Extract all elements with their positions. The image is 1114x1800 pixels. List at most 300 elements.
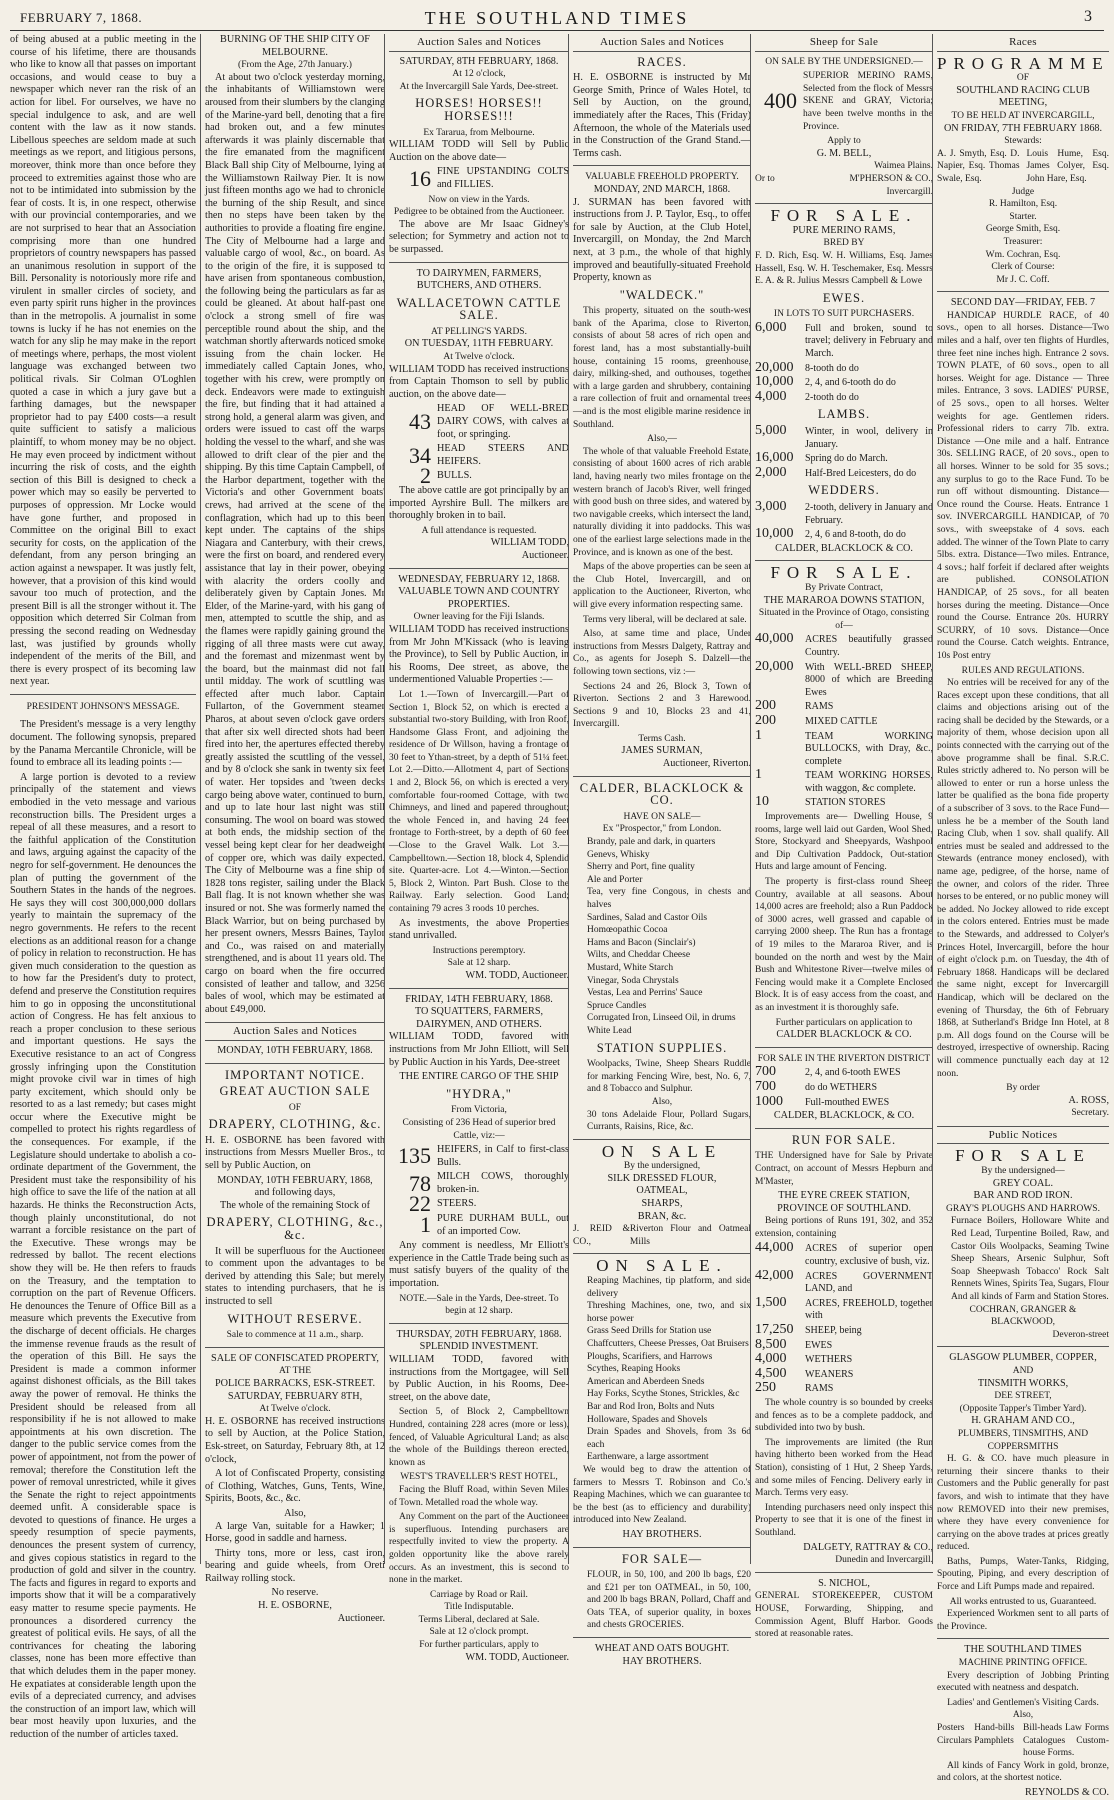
quantity-value: 2,000: [755, 464, 787, 480]
quantity-text: 2, 4, and 6-tooth EWES: [805, 1067, 901, 1079]
divider: [755, 560, 933, 561]
quantity-value: 700: [755, 1064, 776, 1080]
column-3: [384, 34, 573, 1663]
article-heading: PRESIDENT JOHNSON'S MESSAGE.: [26, 701, 180, 712]
ad-text: No reserve.: [271, 1587, 319, 1599]
quantity-text: Full and broken, sound to travel; delivery in February and March.: [805, 322, 933, 360]
divider: [389, 262, 569, 263]
ad-text: At 12 o'clock,: [452, 69, 506, 80]
lot-count: 22: [409, 1191, 431, 1217]
wedder-lots: [755, 501, 933, 542]
divider: [205, 1063, 385, 1064]
ad-text: J. SURMAN has been favored with instructions from J. P. Taylor, Esq., to offer for sale by Auction, at the Club Hotel, Invercargill, on Monday, the 2nd March next, at 3 p.m., the whole of that highly improved and beautifully-situated Freehold Property, known as: [573, 196, 751, 284]
lot-text: BULLS.: [437, 470, 472, 482]
article-paragraph: At about two o'clock yesterday morning, the inhabitants of Williamstown were aroused from their slumbers by the clanging of the Marine-yard bell, denoting that a fire had broken out, and a few minutes afterwards it was plainly discernable that the fire emanated from the magnificent Black Ball ship City of Melbourne, lying at the Williamstown Railway Pier. It is now just fifteen months ago we had to chronicle the burning of the ship Result, and since then no steps have been taken by the authorities to provide a floating fire engine. The City of Melbourne had a large and valuable cargo of wool, &c., on board. As to the origin of the fire, it is supposed to have arisen from spontaneous combustion, the following being the particulars as far as could be gleaned. At about half-past one o'clock a strong smell of fire was perceptible round about the ship, and the watchman shortly afterwards noticed smoke issuing from the chain locker. He immediately called Captain Jones, who, together with his crew, were promptly on deck. Endeavors were made to extinguish the fire, but finding that it had attained a strong hold, a general alarm was given, and orders were issued to cast off the warps holding the vessel to the wharf, and she was allowed to drift clear of the pier and the shipping. By this time Captain Campbell, of the Harbor department, together with the Victoria's and other Government boats' crews, had arrived at the scene of the conflagration, which had up to this been kept under. The captains of the ships Niagara and Canterbury, with their crews, were the first on board, and rendered every assistance that lay in their power, obeying with alacrity the orders coolly and deliberately given by Captain Jones. Mr Elder, of the Marine-yard, with his gang of men, attempted to scuttle the ship, and as the flames were rapidly gaining ground the rigging of all three masts were cut away, and the foremast and mizenmast went by the board, but the mainmast did not fall until midday. The work of scuttling was effected after much labor. Captain Fullarton, of the Government steamer Pharos, at about seven o'clock gave orders that after six well directed shots had been fired into her, the apertures effected thereby greatly assisted the scuttling of the vessel, and by 8 o'clock she sank in twenty six feet of water. Her topsides and 'tween decks cargo being above water, continued to burn, and up to late hour last night was still consuming. The wool on board was stowed at both ends, the midship section of the vessel being kept clear for her deadweight of copper ore, which was daily expected. The City of Melbourne was a fine ship of 1828 tons register, sailing under the Black Ball flag. It is not known whether she was insured or not. She was formerly named the Black Warrior, but on being purchased by her present owners, Messrs Baines, Taylor and Co., was raised on and materially strengthened, and is about 11 years old. The cargo on board when the fire occurred consisted of leather and tallow, and 3256 bales of wool, which may be estimated at about £49,000.: [205, 71, 385, 1015]
list-item: Mustard, White Starch: [587, 962, 674, 973]
lot-row: [389, 1144, 569, 1169]
lot-text: PURE DURHAM BULL, out of an imported Cow.: [437, 1213, 569, 1237]
ad-text: A large Van, suitable for a Hawker; 1 Horse, good in saddle and harness.: [205, 1520, 385, 1545]
quantity-value: 1,500: [755, 1294, 787, 1310]
quantity-value: 4,000: [755, 1351, 787, 1367]
ad-text: SILK DRESSED FLOUR,: [607, 1172, 717, 1184]
ad-heading: SECOND DAY—FRIDAY, FEB. 7: [950, 297, 1096, 309]
ad-text: HAVE ON SALE—: [623, 811, 701, 822]
ad-date: WEDNESDAY, FEBRUARY 12, 1868.: [398, 573, 560, 585]
ad-heading: RULES AND REGULATIONS.: [961, 665, 1085, 676]
ad-text: The above are Mr Isaac Gidney's selection; for Symmetry and action not to be surpassed.: [389, 218, 569, 255]
ad-signature-role: Invercargill.: [886, 186, 933, 197]
ad-heading: STATION SUPPLIES.: [596, 1040, 728, 1055]
quantity-text: Half-Bred Leicesters, do do: [805, 467, 917, 479]
quantity-row: [755, 1365, 933, 1382]
divider: [755, 1128, 933, 1129]
lot-text: STEERS.: [437, 1198, 477, 1210]
quantity-row: [755, 464, 933, 481]
ad-text: Now on view in the Yards.: [428, 194, 530, 205]
ad-text: NOTE.—Sale in the Yards, Dee-street. To begin at 12 sharp.: [399, 1293, 559, 1317]
quantity-row: [755, 359, 933, 376]
ad-heading: BAR AND ROD IRON.: [973, 1190, 1073, 1202]
ad-text: By Private Contract,: [805, 582, 883, 593]
quantity-text: Full-mouthed EWES: [805, 1096, 890, 1108]
ad-text: (Opposite Tapper's Timber Yard).: [959, 1403, 1087, 1414]
divider: [389, 988, 569, 989]
ad-signature-role: Auctioneer.: [337, 1612, 385, 1624]
lot-row: [389, 1191, 569, 1217]
list-item: Brandy, pale and dark, in quarters: [587, 837, 716, 848]
quantity-text: ACRES beautifully grassed Country.: [805, 634, 933, 658]
column-1: [10, 34, 200, 1740]
ad-signature: WM. TODD, Auctioneer.: [465, 1651, 569, 1663]
ad-text: Clerk of Course:: [991, 262, 1055, 273]
ad-text: Maps of the above properties can be seen at the Club Hotel, Invercargill, and on application to the Auctioneer, Riverton, who will give every information respecting same.: [573, 562, 751, 610]
lot-row: [389, 1213, 569, 1238]
ad-date: ON TUESDAY, 11TH FEBRUARY.: [404, 338, 554, 350]
quantity-text: Winter, in wool, delivery in January.: [805, 426, 933, 450]
ad-text: The whole of the remaining Stock of: [220, 1199, 370, 1211]
ad-text: WILLIAM TODD will Sell by Public Auction on the above date—: [389, 139, 569, 163]
ad-text: PLUMBERS, TINSMITHS, AND COPPERSMITHS: [957, 1428, 1089, 1452]
ad-text: OF: [288, 1102, 302, 1113]
ad-text: Starter.: [1009, 211, 1037, 222]
list-item: Hams and Bacon (Sinclair's): [587, 937, 696, 948]
ad-text: For further particulars, apply to: [419, 1640, 539, 1651]
quantity-value: 16,000: [755, 450, 794, 466]
list-item: Spruce Candles: [587, 1000, 647, 1011]
ad-text: Mr J. C. Coff.: [996, 274, 1050, 285]
divider: [205, 1347, 385, 1348]
quantity-text: WETHERS: [805, 1354, 853, 1366]
ad-heading: POLICE BARRACKS, ESK-STREET.: [215, 1377, 375, 1389]
list-item: Threshing Machines, one, two, and six horse power: [587, 1301, 751, 1324]
section-header: Auction Sales and Notices: [389, 34, 569, 52]
quantity-row: [755, 1242, 933, 1268]
quantity-row: [755, 796, 933, 810]
ad-heading: FOR SALE—: [621, 1551, 703, 1566]
list-item: Corrugated Iron, Linseed Oil, in drums: [587, 1013, 736, 1024]
quantity-value: 42,000: [755, 1267, 794, 1283]
ad-heading: WHEAT AND OATS BOUGHT.: [594, 1643, 730, 1655]
ad-signature: [573, 1223, 751, 1248]
quantity-row: [755, 633, 933, 659]
ad-text: Sections 24 and 26, Block 3, Town of Riverton. Sections 2 and 3 Harewood. Sections 9 and 10, Blocks 23 and 41, Invercargill.: [573, 681, 751, 730]
ad-text: BRAN, &c.: [637, 1210, 687, 1222]
quantity-row: [755, 1382, 933, 1396]
list-item: American and Aberdeen Sneds: [587, 1376, 705, 1387]
ad-text: F. D. Rich, Esq. W. H. Williams, Esq. James Hassell, Esq. W. H. Teschemaker, Esq. Messrs E. A. & R. Julius Messrs Campbell & Lowe: [755, 250, 933, 287]
ad-heading: WALLACETOWN CATTLE SALE.: [396, 295, 562, 323]
masthead: [10, 8, 1104, 31]
lot-text: MILCH COWS, thoroughly broken-in.: [437, 1171, 569, 1195]
quantity-row: [755, 1353, 933, 1367]
quantity-row: [755, 658, 933, 700]
ad-signature: CALDER, BLACKLOCK, & CO.: [773, 1110, 915, 1122]
ad-text: OF: [1016, 73, 1030, 84]
list-item: Genevs, Whisky: [587, 849, 650, 860]
lot-text: HEAD STEERS AND HEIFERS.: [437, 443, 569, 467]
section-header: Auction Sales and Notices: [573, 34, 751, 52]
ad-text: At Twelve o'clock.: [443, 352, 515, 363]
quantity-value: 10: [755, 794, 769, 810]
list-item: Earthenware, a large assortment: [587, 1452, 709, 1463]
quantity-value: 3,000: [755, 499, 787, 514]
quantity-value: 4,500: [755, 1365, 787, 1381]
ad-heading: DRAPERY, CLOTHING, &c.: [208, 1117, 382, 1132]
ad-text: FLOUR, in 50, 100, and 200 lb bags, £20 and £21 per ton OATMEAL, in 50, 100, and 200 lb bags BRAN, Pollard, Chaff and Oats TEA, of superior quality, in boxes and chests GROCERIES.: [587, 1570, 751, 1631]
quantity-row: [755, 727, 933, 769]
ad-text: AND: [1012, 1365, 1034, 1376]
ad-signature-role: Riverton Flour and Oatmeal Mills: [629, 1224, 751, 1247]
ad-heading: WEST'S TRAVELLER'S REST HOTEL,: [400, 1472, 558, 1483]
ad-text: Lot 1.—Town of Invercargill.—Part of Section 1, Block 52, on which is erected a substantial two-story Building, with Iron Roof, Handsome Glass Front, and adjoining the residence of Dr Willson, having a frontage of 30 feet to Ythan-street, by a depth of 51¼ feet. Lot 2.—Ditto.—Allotment 4, part of Sections 1 and 2, Block 56, on which is erected a very comfortable four-roomed Cottage, with two Chimneys, and lined and papered throughout; the whole Fenced in, and having 24 feet frontage to Forth-street, by a depth of 60 feet—Close to the Gravel Walk. Lot 3.—Campbelltown.—Section 18, block 4, Splendid site. Quarter-acre. Lot 4.—Winton.—Section 5, Block 2, Winton. Part Bush. Close to the Railway. Early selection. Good Land; containing 79 acres 3 roods 10 perches.: [389, 689, 569, 914]
ad-text: No entries will be received for any of the Races except upon these conditions, that all claims and objections arising out of the racing shall be decided by the Stewards, or a majority of them, whose decision upon all points connected with the carrying out of the above programme shall be final. S.R.C. Rules strictly adhered to. No person will be allowed to enter or run a horse unless the latter be qualified as the bona fide property of a subscriber of 3 sovs. to the Race Fund—unless he be a member of the South land Racing Club, when 1 sov. shall qualify. All entries must be sealed and addressed to the Stewards (entrance money enclosed), with name age, pedigree, of the horse, name of the owner, and colors of the rider. Three horses to be entered, or no public money will be added. No Jockey allowed to ride except in the colors entered. Entries must be made to the Stewards, and addressed to Colyer's Princes Hotel, Invercargill, before the hour of eight o'clock p.m. on Tuesday, the 4th of February 1868. Handicaps will be declared the same night, except for Invercargill Handicap, which will be declared on the evening of Thursday, the 6th of February 1868, at Sutherland's Bridge Inn Hotel, at 8 p.m. All dogs found on the Course will be destroyed, irrespective of ownership. Racing will commence punctually each day at 12 noon.: [937, 678, 1109, 1079]
list-item: Sherry and Port, fine quality: [587, 862, 695, 873]
ad-text: Instructions peremptory.: [432, 945, 526, 956]
quantity-text: EWES: [805, 1339, 833, 1351]
ad-text: Owner leaving for the Fiji Islands.: [413, 612, 545, 623]
ad-heading: THE ENTIRE CARGO OF THE SHIP: [399, 1071, 559, 1083]
list-item: Holloware, Spades and Shovels: [587, 1414, 708, 1425]
ad-heading: "HYDRA,": [446, 1086, 512, 1101]
ad-heading: SOUTHLAND RACING CLUB MEETING,: [956, 84, 1090, 109]
ad-signature-role: Secretary.: [1071, 1108, 1109, 1119]
ad-text: Ladies' and Gentlemen's Visiting Cards.: [947, 1697, 1099, 1708]
article-paragraph: The President's message is a very lengthy document. The following synopsis, prepared by the Panama Mercantile Chronicle, will be found to embrace all its leading points :—: [10, 719, 196, 769]
ad-text: Any comment is needless, Mr Elliott's experience in the Cattle Trade being such as must satisfy buyers of the quality of the importation.: [389, 1240, 569, 1290]
stewards-right: Louis Hume, Esq. James Colyer, Esq. John Hare, Esq.: [1026, 148, 1109, 184]
lot-row: [389, 443, 569, 468]
lot-text: FINE UPSTANDING COLTS and FILLIES.: [437, 166, 569, 190]
quantity-value: 200: [755, 712, 776, 728]
quantity-text: do do WETHERS: [805, 1081, 878, 1093]
quantity-text: ACRES, FREEHOLD, together with: [805, 1297, 933, 1322]
ad-text: Thirty tons, more or less, cast iron, bearing and guide wheels, from Oreti Railway rolling stock.: [205, 1547, 385, 1584]
list-item: Chaffcutters, Cheese Presses, Oat Bruisers: [587, 1339, 749, 1349]
ad-signature: H. E. OSBORNE,: [258, 1600, 332, 1612]
ad-text: SHARPS,: [641, 1198, 683, 1210]
ad-text: Wm. Cochran, Esq.: [985, 249, 1061, 260]
divider: [755, 1572, 933, 1573]
quantity-text: With WELL-BRED SHEEP, 8000 of which are Breeding Ewes: [805, 661, 933, 698]
divider: [10, 694, 196, 695]
goods-list: [573, 836, 751, 1038]
quantity-text: ACRES GOVERNMENT LAND, and: [805, 1270, 933, 1295]
ad-text: The whole of that valuable Freehold Estate, consisting of about 1600 acres of rich arable land, having nearly two miles frontage on the western branch of Jacob's River, well fringed with good bush on three sides, and watered by two navigable creeks, which intersect the land, naturally dividing it into paddocks. This was one of the earliest large selections made in the Province, and is known as one of the best.: [573, 446, 751, 558]
lot-count: 78: [409, 1170, 431, 1196]
newspaper-title: THE SOUTHLAND TIMES: [424, 8, 690, 28]
ad-text: GENERAL STOREKEEPER, CUSTOM HOUSE, Forwarding, Shipping, and Commission Agent, Bluff Harbor. Goods stored at reasonable rates.: [755, 1591, 933, 1640]
column-2: [200, 34, 389, 1624]
ad-text: This property, situated on the south-west bank of the Aparima, close to Riverton, consists of about 58 acres of rich open and forest land, has a most substantially-built house, containing 15 rooms, greenhouse, dairy, milking-shed, and outhouses, together with a large garden and shrubbery, containing a rare collection of fruit and ornamental trees—and is the most eligible marine residence in Southland.: [573, 306, 751, 430]
ad-text: Ex Tararua, from Melbourne.: [423, 127, 535, 138]
ad-heading: TO SQUATTERS, FARMERS, DAIRYMEN, AND OTHERS.: [414, 1006, 544, 1030]
stewards-left: A. J. Smyth, Esq. D. Napier, Esq. Thomas Swale, Esq.: [937, 148, 1020, 184]
ad-text: Terms Liberal, declared at Sale.: [418, 1614, 540, 1625]
quantity-row: [755, 712, 933, 729]
ad-heading: CALDER, BLACKLOCK & CO.: [579, 780, 745, 808]
ad-signature: COCHRAN, GRANGER & BLACKWOOD,: [969, 1304, 1077, 1328]
ad-text: OATMEAL,: [636, 1185, 688, 1197]
ad-signature-name: J. REID & CO.,: [573, 1224, 630, 1247]
quantity-row: [755, 1093, 933, 1110]
quantity-row: [755, 319, 933, 361]
section-header: Sheep for Sale: [755, 34, 933, 52]
ad-text: The whole country is so bounded by creeks and fences as to be a complete paddock, and subdivided into two by bush.: [755, 1398, 933, 1434]
divider: [573, 165, 751, 166]
ad-signature-role: Waimea Plains.: [874, 161, 933, 172]
ad-signature: JAMES SURMAN,: [621, 745, 703, 757]
ad-signature: DALGETY, RATTRAY & CO.,: [803, 1541, 933, 1553]
ad-heading: THE EYRE CREEK STATION, PROVINCE OF SOUTHLAND.: [777, 1190, 911, 1214]
list-item: Homœopathic Cocoa: [587, 925, 668, 936]
ad-text: At the Invercargill Sale Yards, Dee-street.: [399, 81, 559, 92]
ad-text: WILLIAM TODD, favored with instructions from the Mortgagee, will Sell by Public Auction, in his Rooms, Dee-street, on the above date,: [389, 1354, 569, 1403]
quantity-text: TEAM WORKING HORSES, with waggon, &c complete.: [805, 770, 933, 794]
ad-text: By the undersigned—: [981, 1166, 1065, 1177]
ad-heading: H. GRAHAM AND CO.,: [971, 1415, 1075, 1427]
station-lots: [755, 633, 933, 810]
ad-text: George Smith, Esq.: [985, 224, 1061, 235]
list-item: Reaping Machines, tip platform, and side delivery: [587, 1276, 751, 1299]
ad-heading: GREY COAL.: [992, 1177, 1054, 1189]
ad-date: SATURDAY, 8TH FEBRUARY, 1868.: [399, 55, 559, 67]
ad-text: Baths, Pumps, Water-Tanks, Ridging, Spouting, Piping, and every description of Force and Lift Pumps made and repaired.: [937, 1556, 1109, 1593]
ad-text: Title Indisputable.: [444, 1602, 514, 1613]
quantity-row: [755, 1066, 933, 1080]
riverton-lots: [755, 1066, 933, 1109]
ad-heading: VALUABLE FREEHOLD PROPERTY.: [585, 172, 739, 183]
lot-row: [389, 463, 569, 489]
lot-text: HEAD OF WELL-BRED DAIRY COWS, with calves at foot, or springing.: [437, 403, 569, 440]
lamb-lots: [755, 425, 933, 480]
ad-text: IN LOTS TO SUIT PURCHASERS.: [773, 309, 915, 320]
ad-text: Also,: [284, 1507, 306, 1519]
quantity-value: 40,000: [755, 631, 794, 647]
ad-text: From Victoria,: [451, 1105, 507, 1116]
quantity-text: 2, 4, 6 and 8-tooth, do do: [805, 529, 906, 541]
lot-count: 1: [420, 1212, 431, 1238]
quantity-value: 8,500: [755, 1336, 787, 1352]
page-number: 3: [1084, 8, 1092, 25]
quantity-value: 6,000: [755, 319, 787, 335]
quantity-value: 4,000: [755, 388, 787, 404]
ad-text: Also,—: [647, 434, 677, 445]
ad-heading: FOR SALE.: [770, 206, 918, 226]
list-item: Tea, very fine Congous, in chests and halves: [587, 887, 751, 910]
ad-text: WILLIAM TODD, favored with instructions from Mr John Elliott, will Sell by Public Auction in his Yards, Dee-street: [389, 1031, 569, 1068]
libel-article-body: of being abused at a public meeting in the course of his lifetime, there are thousands who like to know all that passes on important occasions, and would cease to buy a newspaper which never ran the risk of an action for libel. For ourselves, we have no special indulgence to ask, and are well content with the law as it now stands. Libellous speeches are seldom made at such meetings as we report, and litigious persons, moreover, think more than once before they proceed to extremities against those who are not to be intimidated into submission by the fear of costs. It is, in one respect, otherwise with our provincial contemporaries, and we are not surprised to hear that an Association comprising more than one hundred proprietors of country newspapers has passed an unanimous resolution in support of the Bill. Personality is notoriously more rife and virulent in smaller circles of society, and even party spirit runs higher in the provinces than in the metropolis. A journalist in some towns is lucky if he has not enemies on the watch for any slip he may make in the report of meetings where, perhaps, the most violent language was exchanged between two political rivals. Sir Colman O'Loghlen quoted a case in which a jury gave but a farthing damages, but the newspaper proprietor had to pay £400 costs—a result quite sufficient to satisfy a malicious plaintiff, to whom money may be no object. He may even proceed by indictment without incurring the risk of costs, and the eighth section of this Bill is designed to check a power which may so easily be perverted to purposes of oppression. Mr Locke would have gone further, and proposed in Committee on the original Bill to exact security for costs, on the application of the defendant, from any person bringing an action against a newspaper. It was justly felt, however, that a provision of this kind would savour too much of protection, and the present Bill is all the stronger without it. The opposition which deterred Sir Colman from pressing the second reading on Wednesday last, was justified by grounds wholly independent of the merits of the Bill, and there is every prospect of its becoming law next year.: [10, 34, 196, 688]
quantity-value: 20,000: [755, 359, 794, 375]
ad-text: Improvements are— Dwelling House, 9 rooms, large well laid out Garden, Wool Shed, Store, Stockyard and Sheepyards, Washpool and Dip Cultivation Paddock, Out-station Huts and large amount of Fencing.: [755, 812, 933, 873]
ad-text: Carriage by Road or Rail.: [430, 1589, 528, 1600]
ad-text: BRED BY: [823, 238, 865, 249]
ad-heading: WITHOUT RESERVE.: [227, 1311, 363, 1326]
issue-date: FEBRUARY 7, 1868.: [20, 10, 143, 25]
lot-row: [755, 70, 933, 133]
ad-text: Section 5, of Block 2, Campbelltown Hundred, containing 228 acres (more or less), fenced, of Valuable Agricultural Land; as also the whole of the Buildings thereon erected, known as: [389, 1407, 569, 1468]
ad-date: MONDAY, 2ND MARCH, 1868.: [593, 183, 731, 195]
quantity-text: WEANERS: [805, 1368, 854, 1380]
quantity-value: 44,000: [755, 1240, 794, 1256]
ad-signature: WM. TODD, Auctioneer.: [465, 969, 569, 981]
lot-row: [389, 166, 569, 191]
ad-heading: DRAPERY, CLOTHING, &c., &c.: [206, 1215, 384, 1243]
ad-date: FRIDAY, 14TH FEBRUARY, 1868.: [405, 993, 553, 1005]
divider: [573, 1637, 751, 1638]
list-item: White Lead: [587, 1025, 632, 1036]
article-source: (From the Age, 27th January.): [238, 60, 352, 71]
ad-text: Also,: [651, 1096, 673, 1107]
quantity-value: 1: [755, 767, 762, 783]
quantity-text: RAMS: [805, 701, 834, 713]
quantity-row: [755, 528, 933, 542]
column-4: [568, 34, 755, 1667]
divider: [937, 1638, 1109, 1639]
ad-text: Treasurer:: [1003, 236, 1043, 247]
ad-heading: GRAY'S PLOUGHS AND HARROWS.: [946, 1203, 1100, 1214]
section-header: Public Notices: [937, 1126, 1109, 1145]
quantity-row: [755, 501, 933, 527]
ad-date: THURSDAY, 20TH FEBRUARY, 1868.: [396, 1328, 562, 1340]
quantity-row: [755, 452, 933, 466]
lot-count: 2: [420, 463, 431, 489]
ad-heading: FOR SALE IN THE RIVERTON DISTRICT: [757, 1053, 931, 1064]
ad-heading: TINSMITH WORKS,: [977, 1377, 1069, 1389]
ad-text: AT THE: [278, 1366, 312, 1377]
ad-text: It will be superfluous for the Auctioneer to comment upon the advantages to be derived by attending this Sale; but merely states to intending purchasers, that he is instructed to sell: [205, 1245, 385, 1307]
ad-text: All kinds of Fancy Work in gold, bronze, and colors, at the shortest notice.: [937, 1760, 1109, 1784]
ad-text: Any Comment on the part of the Auctioneer is superfluous. Intending purchasers are respectfully invited to view the property. A golden opportunity like the above rarely occurs. As an investment, this is second to none in the market.: [389, 1512, 569, 1586]
quantity-row: [755, 1267, 933, 1296]
lot-count: 43: [409, 409, 431, 435]
divider: [573, 1139, 751, 1140]
ad-heading: SALE OF CONFISCATED PROPERTY,: [211, 1352, 379, 1364]
article-paragraph: A large portion is devoted to a review principally of the statement and views embodied in the veto message and various reconstruction bills. The President urges a repeal of all these measures, and a resort to the faithful application of the Constitution and laws, arguing against the capacity of the negro for self-government. He denounces the plan of putting the government of the Southern States in the hands of the negroes. He says they will cost 300,000,000 dollars yearly to maintain the supremacy of the negro governments. He refers to the recent elections as an additional reason for a change of policy in relation to reconstruction. He has given much consideration to the question as to how far the President's duty to protect, defend and preserve the Constitution requires him to go in opposing the unconstitutional action of Congress. He has felt anxious to reach a proper conclusion to these serious and important questions. He says the Executive resistance to an act of Congress grossly infringing upon the Constitution might provoke civil war in times of high party excitement, which should only be resorted to as a last remedy; but cases might occur where the Executive might be compelled to protect his rights regardless of the consequences. For example, if the Legislature should undertake to abolish a co-ordinate department of the Government, the President must take the responsibility of his high office to save the life of the nation at all hazards. He thinks the Reconstruction Acts, though plainly unconstitutional, do not warrant a forcible resistance on the part of the Executive. These wrongs may be redressed by ballot. The recent elections show they will be. He then refers to frauds on the Treasury, and the temptation to corruption on the part of Revenue Officers. He denounces the Tenure of Office Bill as a measure which prevents the Executive from the discharge of decent officials. He charges the immense revenue frauds as the result of the operation of this Bill. He says the President is made a common informer against dishonest officials, as the Bill takes away the power of removal. He thinks the President should be released from all responsibility if he is not allowed to make appointments at his own discretion. The danger to the public service comes from the power of appointment, not from the power of removal; therefore the Constitution left the power of removal unrestricted, while it gives the Senate the right to reject appointments deemed unfit. A considerable space is devoted to questions of finance. He urges a speedy resumption of specie payments, denounces the present system of currency, and gives copious statistics in regard to the production of gold and silver in the country. The facts and figures in regard to exports and imports show that it will be a comparatively easy matter to resume specie payments. He pronounces a disordered currency the greatest of political evils. He says, of all the contrivances for cheating the laboring classes, none has been more effective than that which deludes them in the paper money. He expatiates at considerable length upon the evils of a depreciated currency, and advises the construction of an import law, which will bear most heavily upon luxuries, and the reduction of the number of articles taxed.: [10, 771, 196, 1740]
ad-text: At Twelve o'clock.: [259, 1404, 331, 1415]
ad-date: MONDAY, 10TH FEBRUARY, 1868.: [217, 1044, 373, 1056]
ad-heading: FOR SALE: [955, 1146, 1091, 1166]
ad-text: Sale at 12 o'clock prompt.: [429, 1627, 529, 1638]
ad-heading: THE MARAROA DOWNS STATION,: [763, 594, 925, 606]
lot-count: 34: [409, 442, 431, 468]
quantity-row: [755, 1336, 933, 1353]
ad-text: Or to: [755, 173, 775, 184]
divider: [755, 1047, 933, 1048]
ad-text: Terms Cash.: [638, 733, 686, 744]
ad-heading: WEDDERS.: [808, 483, 880, 498]
ad-heading: ON SALE BY THE UNDERSIGNED.—: [765, 56, 923, 67]
ad-text: By the undersigned,: [623, 1161, 701, 1172]
list-item: Grass Seed Drills for Station use: [587, 1326, 712, 1337]
ad-text: Experienced Workmen sent to all parts of the Province.: [937, 1609, 1109, 1632]
ad-text: HANDICAP HURDLE RACE, of 40 sovs., open to all horses. Distance—Two miles and a half, over ten flights of Hurdles, three feet nine inches high. Entrance 2 sovs. TOWN PLATE, of 60 sovs., open to all horses. Weight for age. Distance — Three miles. Entrance, 3 sovs. LADIES' PURSE, of 25 sovs., open to all horses. Welter weights for age. Gentlemen riders. Professional riders to carry 7lb. extra. Distance —One mile and a half. Entrance 30s. SELLING RACE, of 20 sovs., open to all horses. Winner to be sold for 35 sovs.; any surplus to go to the Race Fund. To be run off without dismounting. Distance—Once round the Course. Heats. Entrance 1 sov. INVERCARGILL HANDICAP, of 70 sovs., with sweepstake of 4 sovs. each added. The winner of the Town Plate to carry 5lbs. extra. Distance—Two miles. Entrance, 4 sovs.; half forfeit if declared after weights are published. CONSOLATION HANDICAP, of 25 sovs., for all beaten horses during the meeting. Distance—Once round the Course. Entrance 20s. HURRY SCURRY, of 10 sovs. Distance—Once round the Course. Catch weights. Entrance, 10s Post entry: [937, 310, 1109, 661]
quantity-text: MIXED CATTLE: [805, 715, 878, 727]
ad-text: The property is first-class round Sheep Country, available at all seasons. About 14,000 acres are freehold; also a Run Paddock of 3000 acres, well grassed and capable of carrying 2000 sheep. The Run has a frontage of 19 miles to the Mararoa River, and is bounded on the north and west by the Main Bush and Whitestone River—twelve miles of Fencing would make it a Complete Enclosed Block. It is of easy access from the coast, and as an investment it is thoroughly safe.: [755, 877, 933, 1013]
ad-text: TO BE HELD AT INVERCARGILL,: [951, 110, 1095, 121]
ad-signature: REYNOLDS & CO.: [1024, 1786, 1109, 1798]
ad-signature-role: Deveron-street: [1052, 1329, 1109, 1340]
quantity-value: 250: [755, 1380, 776, 1396]
ad-text: THE Undersigned have for Sale by Private Contract, on account of Messrs Hepburn and M'Master,: [755, 1151, 933, 1187]
ad-text: Judge: [1011, 186, 1035, 197]
ad-signature: G. M. BELL,: [816, 147, 872, 159]
ad-text: The above cattle are got principally by an imported Ayrshire Bull. The milkers are thoroughly broken in to bail.: [389, 485, 569, 522]
quantity-text: STATION STORES: [805, 797, 886, 809]
ad-text: As investments, the above Properties stand unrivalled.: [389, 917, 569, 942]
ad-heading: ON SALE: [601, 1141, 723, 1161]
ad-text: Situated in the Province of Otago, consisting of—: [758, 608, 930, 631]
ad-text: H. E. OSBORNE has received instructions to sell by Auction, at the Police Station, Esk-street, on Saturday, February 8th, at 12 o'clock,: [205, 1415, 385, 1465]
quantity-text: 2, 4, and 6-tooth do do: [805, 377, 896, 389]
divider: [573, 1547, 751, 1548]
list-item: Drain Spades and Shovels, from 3s 6d each: [587, 1427, 751, 1450]
ad-text: and following days,: [254, 1187, 336, 1199]
list-item: Hay Forks, Scythe Stones, Strickles, &c: [587, 1389, 740, 1400]
list-item: Ploughs, Scarifiers, and Harrows: [587, 1351, 713, 1362]
ad-signature-role: Auctioneer, Riverton.: [662, 758, 751, 770]
ad-text: All works entrusted to us, Guaranteed.: [949, 1596, 1097, 1607]
ad-heading: GREAT AUCTION SALE: [219, 1084, 371, 1099]
list-item: Sardines, Salad and Castor Oils: [587, 912, 708, 923]
ad-signature: CALDER, BLACKLOCK & CO.: [775, 542, 913, 554]
ad-date: MONDAY, 10TH FEBRUARY, 1868,: [217, 1174, 373, 1186]
ad-signature: A. ROSS,: [1068, 1094, 1109, 1106]
quantity-text: RAMS: [805, 1383, 834, 1395]
quantity-value: 1: [755, 727, 762, 743]
divider: [389, 568, 569, 569]
ad-text: Stewards:: [1004, 136, 1042, 147]
ad-signature: HAY BROTHERS.: [622, 1528, 702, 1540]
eyre-lots: [755, 1242, 933, 1396]
ad-text: Being portions of Runs 191, 302, and 352 extension, containing: [755, 1216, 933, 1239]
column-5: [750, 34, 937, 1640]
quantity-row: [755, 1294, 933, 1323]
divider: [937, 291, 1109, 292]
ad-text: A lot of Confiscated Property, consisting of Clothing, Watches, Guns, Tents, Wine, Spirits, Boots, &c., &c.: [205, 1468, 385, 1505]
ad-date: SATURDAY, FEBRUARY 8TH,: [227, 1390, 363, 1402]
ad-text: Facing the Bluff Road, within Seven Miles of Town. Metalled road the whole way.: [389, 1484, 569, 1508]
ad-text: Every description of Jobbing Printing executed with neatness and despatch.: [937, 1670, 1109, 1694]
ad-heading: EWES.: [822, 290, 866, 305]
ad-text: Consisting of 236 Head of superior bred Cattle, viz:—: [402, 1117, 556, 1141]
quantity-row: [755, 376, 933, 390]
column-6: [932, 34, 1113, 1798]
ad-heading: HORSES! HORSES!! HORSES!!!: [415, 96, 543, 123]
ad-text: AT PELLING'S YARDS.: [431, 326, 527, 337]
ad-text: WILLIAM TODD has received instructions from Mr John M'Kissack (who is leaving the Province), to Sell by Public Auction, in his Rooms, Dee street, as above, the undermentioned Valuable Properties :—: [389, 623, 569, 686]
machines-list: [573, 1275, 751, 1464]
ad-heading: SPLENDID INVESTMENT.: [419, 1341, 539, 1353]
